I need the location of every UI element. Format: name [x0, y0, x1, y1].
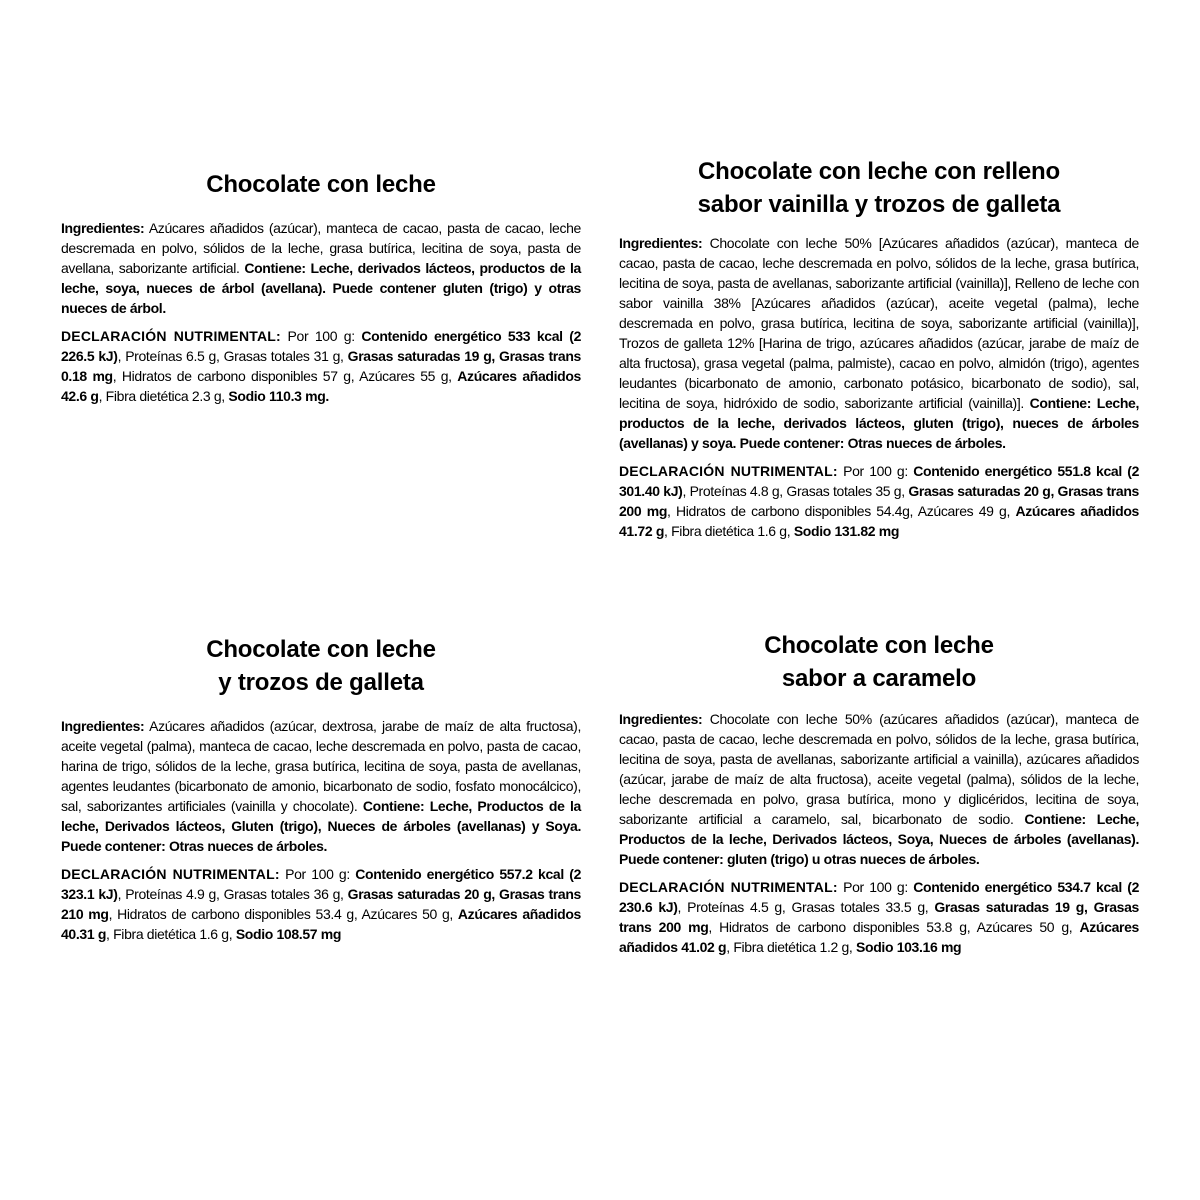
nutrition-text: , Proteínas 4.8 g, Grasas totales 35 g, [682, 483, 909, 499]
nutrition-label: DECLARACIÓN NUTRIMENTAL: [619, 463, 838, 479]
nutrition-added-sugars: Azúcares añadidos 42.6 g [61, 368, 581, 404]
nutrition-block [61, 864, 581, 944]
nutrition-text: , Fibra dietética 1.6 g, [106, 926, 236, 942]
nutrition-text: , Hidratos de carbono disponibles 57 g, Azúcares 55 g, [112, 368, 458, 384]
ingredients-block [619, 709, 1139, 869]
ingredients-block [61, 218, 581, 318]
product-title-line: Chocolate con leche [206, 636, 436, 663]
nutrition-sodium: Sodio 131.82 mg [793, 523, 900, 539]
product-panel-trozos-galleta [61, 633, 581, 944]
ingredients-label: Ingredientes: [619, 711, 703, 727]
product-title-line: Chocolate con leche [206, 171, 436, 198]
ingredients-label: Ingredientes: [61, 718, 145, 734]
ingredients-text: Chocolate con leche 50% (azúcares añadidos (azúcar), manteca de cacao, pasta de cacao, leche descremada en polvo, sólidos de la leche, grasa butírica, lecitina de soya, pasta de avellanas, saborizante artificial a vainilla), azúcares añadidos (azúcar, jarabe de maíz de alta fructosa), aceite vegetal (palma), sólidos de la leche, leche descremada en polvo, grasa butírica, mono y diglicéridos, lecitina de soya, saborizante artificial a caramelo, sal, bicarbonato de sodio. [619, 711, 1139, 827]
product-title-line: sabor vainilla y trozos de galleta [697, 191, 1061, 218]
ingredients-text: Azúcares añadidos (azúcar), manteca de cacao, pasta de cacao, leche descremada en polvo, sólidos de la leche, grasa butírica, lecitina de soya, pasta de avellana, saborizante artificial. [61, 220, 581, 276]
product-title [619, 629, 1139, 695]
nutrition-block [619, 877, 1139, 957]
nutrition-block [619, 461, 1139, 541]
product-title [619, 155, 1139, 221]
nutrition-energy: Contenido energético 551.8 kcal (2 301.40 kJ) [619, 463, 1140, 499]
ingredients-label: Ingredientes: [619, 235, 703, 251]
product-title-line: y trozos de galleta [218, 669, 424, 696]
nutrition-block [61, 326, 581, 406]
product-panel-caramelo [619, 629, 1139, 957]
nutrition-label: DECLARACIÓN NUTRIMENTAL: [61, 866, 280, 882]
ingredients-block [61, 716, 581, 856]
nutrition-label: DECLARACIÓN NUTRIMENTAL: [61, 328, 281, 344]
nutrition-added-sugars: Azúcares añadidos 41.02 g [619, 919, 1139, 955]
product-title-line: Chocolate con leche [764, 632, 994, 659]
nutrition-sodium: Sodio 108.57 mg [235, 926, 342, 942]
nutrition-added-sugars: Azúcares añadidos 40.31 g [61, 906, 581, 942]
nutrition-sodium: Sodio 110.3 mg. [228, 388, 329, 404]
product-title-line: Chocolate con leche con relleno [698, 158, 1060, 185]
product-title-line: sabor a caramelo [781, 665, 977, 692]
nutrition-fats: Grasas saturadas 20 g, Grasas trans 200 mg [619, 483, 1139, 519]
nutrition-text: Por 100 g: [287, 328, 362, 344]
allergen-text: Contiene: Leche, productos de la leche, derivados lácteos, gluten (trigo), nueces de árboles (avellanas) y soya. Puede contener: Otras nueces de árboles. [619, 395, 1139, 451]
allergen-text: Contiene: Leche, Productos de la leche, Derivados lácteos, Gluten (trigo), Nueces de árboles (avellanas) y Soya. Puede contener: Otras nueces de árboles. [61, 798, 581, 854]
nutrition-energy: Contenido energético 533 kcal (2 226.5 kJ) [61, 328, 582, 364]
nutrition-fats: Grasas saturadas 19 g, Grasas trans 200 mg [619, 899, 1139, 935]
nutrition-text: Por 100 g: [843, 463, 914, 479]
nutrition-text: , Fibra dietética 2.3 g, [98, 388, 229, 404]
ingredients-block [619, 233, 1139, 453]
nutrition-added-sugars: Azúcares añadidos 41.72 g [619, 503, 1139, 539]
nutrition-text: Por 100 g: [843, 879, 914, 895]
ingredients-label: Ingredientes: [61, 220, 145, 236]
nutrition-text: , Fibra dietética 1.6 g, [664, 523, 794, 539]
product-panel-chocolate-con-leche [61, 168, 581, 406]
nutrition-fats: Grasas saturadas 20 g, Grasas trans 210 mg [61, 886, 581, 922]
product-panel-relleno-vainilla [619, 155, 1139, 541]
product-title [61, 168, 581, 201]
allergen-text: Contiene: Leche, Productos de la leche, Derivados lácteos, Soya, Nueces de árboles (avellanas). Puede contener: gluten (trigo) u otras nueces de árboles. [619, 811, 1139, 867]
nutrition-text: , Proteínas 4.9 g, Grasas totales 36 g, [117, 886, 348, 902]
nutrition-label: DECLARACIÓN NUTRIMENTAL: [619, 879, 838, 895]
nutrition-sodium: Sodio 103.16 mg [856, 939, 962, 955]
nutrition-text: , Hidratos de carbono disponibles 53.4 g, Azúcares 50 g, [108, 906, 458, 922]
nutrition-text: Por 100 g: [285, 866, 356, 882]
product-title [61, 633, 581, 699]
allergen-text: Contiene: Leche, derivados lácteos, productos de la leche, soya, nueces de árbol (avellana). Puede contener gluten (trigo) y otras nueces de árbol. [61, 260, 581, 316]
nutrition-fats: Grasas saturadas 19 g, Grasas trans 0.18 mg [61, 348, 581, 384]
nutrition-energy: Contenido energético 534.7 kcal (2 230.6 kJ) [619, 879, 1140, 915]
nutrition-text: , Fibra dietética 1.2 g, [726, 939, 857, 955]
nutrition-text: , Hidratos de carbono disponibles 54.4g, Azúcares 49 g, [667, 503, 1016, 519]
nutrition-energy: Contenido energético 557.2 kcal (2 323.1 kJ) [61, 866, 582, 902]
nutrition-text: , Proteínas 6.5 g, Grasas totales 31 g, [117, 348, 348, 364]
ingredients-text: Chocolate con leche 50% [Azúcares añadidos (azúcar), manteca de cacao, pasta de cacao, leche descremada en polvo, sólidos de la leche, grasa butírica, lecitina de soya, pasta de avellanas, saborizante artificial (vainilla)], Relleno de leche con sabor vainilla 38% [Azúcares añadidos (azúcar), aceite vegetal (palma), leche descremada en polvo, grasa butírica, lecitina de soya, saborizante artificial (vainilla)], Trozos de galleta 12% [Harina de trigo, azúcares añadidos (azúcar, jarabe de maíz de alta fructosa), grasa vegetal (palma, palmiste), cacao en polvo, almidón (trigo), agentes leudantes (bicarbonato de amonio, carbonato potásico, bicarbonato de sodio), sal, lecitina de soya, hidróxido de sodio, saborizante artificial (vainilla)]. [619, 235, 1139, 411]
ingredients-text: Azúcares añadidos (azúcar, dextrosa, jarabe de maíz de alta fructosa), aceite vegetal (palma), manteca de cacao, leche descremada en polvo, pasta de cacao, harina de trigo, sólidos de la leche, grasa butírica, lecitina de soya, pasta de avellanas, agentes leudantes (bicarbonato de amonio, bicarbonato de sodio, fosfato monocálcico), sal, saborizantes artificiales (vainilla y chocolate). [61, 718, 581, 814]
nutrition-text: , Proteínas 4.5 g, Grasas totales 33.5 g, [677, 899, 935, 915]
nutrition-text: , Hidratos de carbono disponibles 53.8 g, Azúcares 50 g, [708, 919, 1080, 935]
